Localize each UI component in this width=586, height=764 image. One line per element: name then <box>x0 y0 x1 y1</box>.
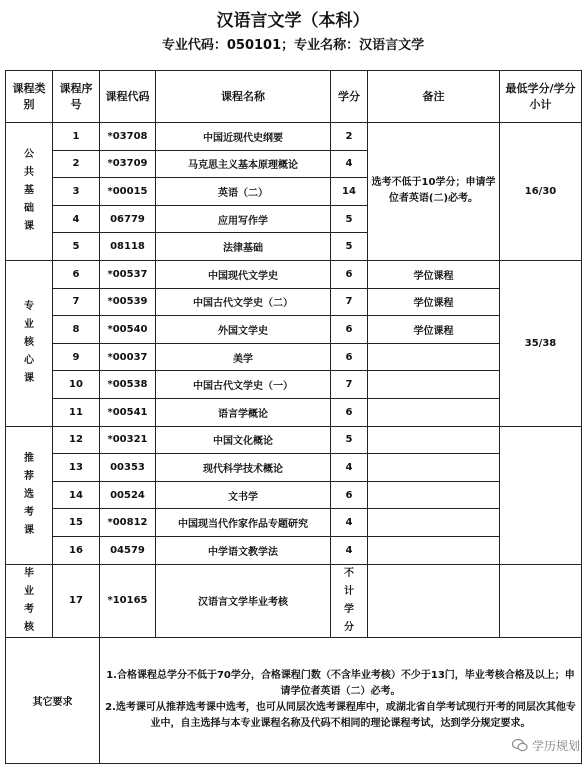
course-name: 法律基础 <box>156 233 331 261</box>
course-code: 06779 <box>100 205 156 233</box>
course-name: 外国文学史 <box>156 316 331 344</box>
course-code: 04579 <box>100 536 156 564</box>
course-row <box>6 123 582 151</box>
category-cell: 公共基础课 <box>6 123 53 261</box>
course-code: *03709 <box>100 150 156 178</box>
course-name: 汉语言文学毕业考核 <box>156 564 331 637</box>
course-credit: 14 <box>331 178 368 206</box>
col-header-min-credits: 最低学分/学分小计 <box>500 71 582 123</box>
course-number: 15 <box>53 509 100 537</box>
page-subtitle: 专业代码：050101；专业名称：汉语言文学 <box>161 38 425 53</box>
wechat-icon <box>512 739 528 752</box>
course-code: 08118 <box>100 233 156 261</box>
course-name: 中国近现代史纲要 <box>156 123 331 151</box>
min-credits-cell: 35/38 <box>500 260 582 426</box>
course-credit: 7 <box>331 288 368 316</box>
course-code: *00812 <box>100 509 156 537</box>
course-row <box>6 454 582 482</box>
min-credits-cell <box>500 426 582 564</box>
page-title: 汉语言文学（本科） <box>216 11 370 31</box>
course-row <box>6 536 582 564</box>
course-credit: 5 <box>331 233 368 261</box>
course-credit: 4 <box>331 454 368 482</box>
course-number: 13 <box>53 454 100 482</box>
course-code: *00037 <box>100 343 156 371</box>
course-number: 12 <box>53 426 100 454</box>
course-code: *00538 <box>100 371 156 399</box>
min-credits-cell <box>500 564 582 637</box>
course-credit: 6 <box>331 398 368 426</box>
course-name: 中国文化概论 <box>156 426 331 454</box>
course-number: 4 <box>53 205 100 233</box>
course-credit: 6 <box>331 316 368 344</box>
course-number: 5 <box>53 233 100 261</box>
course-number: 8 <box>53 316 100 344</box>
course-name: 应用写作学 <box>156 205 331 233</box>
course-code: *00540 <box>100 316 156 344</box>
course-row <box>6 316 582 344</box>
course-code: 00524 <box>100 481 156 509</box>
course-number: 3 <box>53 178 100 206</box>
course-credit: 5 <box>331 205 368 233</box>
other-requirements-label: 其它要求 <box>6 637 100 763</box>
curriculum-table <box>5 70 582 764</box>
course-row <box>6 288 582 316</box>
course-number: 9 <box>53 343 100 371</box>
course-name: 中国古代文学史（二） <box>156 288 331 316</box>
remark-cell <box>368 371 500 399</box>
other-requirements-text <box>100 637 582 763</box>
course-number: 1 <box>53 123 100 151</box>
remark-cell <box>368 509 500 537</box>
course-code: 00353 <box>100 454 156 482</box>
course-number: 6 <box>53 260 100 288</box>
remark-cell <box>368 398 500 426</box>
remark-cell <box>368 454 500 482</box>
remark-cell <box>368 481 500 509</box>
course-name: 马克思主义基本原理概论 <box>156 150 331 178</box>
course-credit: 2 <box>331 123 368 151</box>
requirement-line-1: 1.合格课程总学分不低于70学分，合格课程门数（不含毕业考核）不少于13门，毕业考核合格及以上；申请学位者英语（二）必考。 <box>106 670 575 697</box>
remark-cell: 学位课程 <box>368 288 500 316</box>
course-name: 中国现当代作家作品专题研究 <box>156 509 331 537</box>
course-name: 英语（二） <box>156 178 331 206</box>
course-row <box>6 426 582 454</box>
course-number: 7 <box>53 288 100 316</box>
course-number: 16 <box>53 536 100 564</box>
course-credit: 6 <box>331 343 368 371</box>
course-name: 中国古代文学史（一） <box>156 371 331 399</box>
course-name: 中学语文教学法 <box>156 536 331 564</box>
course-code: *00539 <box>100 288 156 316</box>
course-credit: 7 <box>331 371 368 399</box>
course-credit: 6 <box>331 260 368 288</box>
watermark <box>512 737 580 754</box>
course-number: 10 <box>53 371 100 399</box>
course-name: 中国现代文学史 <box>156 260 331 288</box>
course-row <box>6 343 582 371</box>
col-header-category: 课程类别 <box>6 71 53 123</box>
course-row <box>6 398 582 426</box>
course-code: *03708 <box>100 123 156 151</box>
course-row <box>6 509 582 537</box>
course-name: 现代科学技术概论 <box>156 454 331 482</box>
course-code: *10165 <box>100 564 156 637</box>
course-row <box>6 260 582 288</box>
course-credit: 4 <box>331 509 368 537</box>
course-credit: 4 <box>331 536 368 564</box>
course-name: 文书学 <box>156 481 331 509</box>
category-cell: 推荐选考课 <box>6 426 53 564</box>
course-number: 14 <box>53 481 100 509</box>
requirement-line-2: 2.选考课可从推荐选考课中选考，也可从同层次选考课程库中，或湖北省自学考试现行开考的同层次其他专业中，自主选择与本专业课程名称及代码不相同的理论课程考试，达到学分规定要求。 <box>105 702 576 729</box>
course-credit: 不计学分 <box>331 564 368 637</box>
course-row <box>6 481 582 509</box>
table-header-row <box>6 71 582 123</box>
course-number: 17 <box>53 564 100 637</box>
course-code: *00015 <box>100 178 156 206</box>
remark-cell <box>368 343 500 371</box>
graduation-row <box>6 564 582 637</box>
course-code: *00321 <box>100 426 156 454</box>
col-header-credit: 学分 <box>331 71 368 123</box>
min-credits-cell: 16/30 <box>500 123 582 261</box>
course-name: 语言学概论 <box>156 398 331 426</box>
col-header-number: 课程序号 <box>53 71 100 123</box>
remark-cell: 学位课程 <box>368 316 500 344</box>
other-requirements-row <box>6 637 582 763</box>
remark-cell <box>368 564 500 637</box>
col-header-code: 课程代码 <box>100 71 156 123</box>
course-number: 2 <box>53 150 100 178</box>
category-cell: 专业核心课 <box>6 260 53 426</box>
course-code: *00541 <box>100 398 156 426</box>
course-credit: 4 <box>331 150 368 178</box>
course-credit: 6 <box>331 481 368 509</box>
col-header-remark: 备注 <box>368 71 500 123</box>
remark-cell: 学位课程 <box>368 260 500 288</box>
course-credit: 5 <box>331 426 368 454</box>
category-cell: 毕业考核 <box>6 564 53 637</box>
course-row <box>6 371 582 399</box>
course-code: *00537 <box>100 260 156 288</box>
group-note: 选考不低于10学分；申请学位者英语(二)必考。 <box>368 123 500 261</box>
course-number: 11 <box>53 398 100 426</box>
col-header-name: 课程名称 <box>156 71 331 123</box>
course-name: 美学 <box>156 343 331 371</box>
watermark-text: 学历规划 <box>531 739 580 753</box>
remark-cell <box>368 536 500 564</box>
remark-cell <box>368 426 500 454</box>
